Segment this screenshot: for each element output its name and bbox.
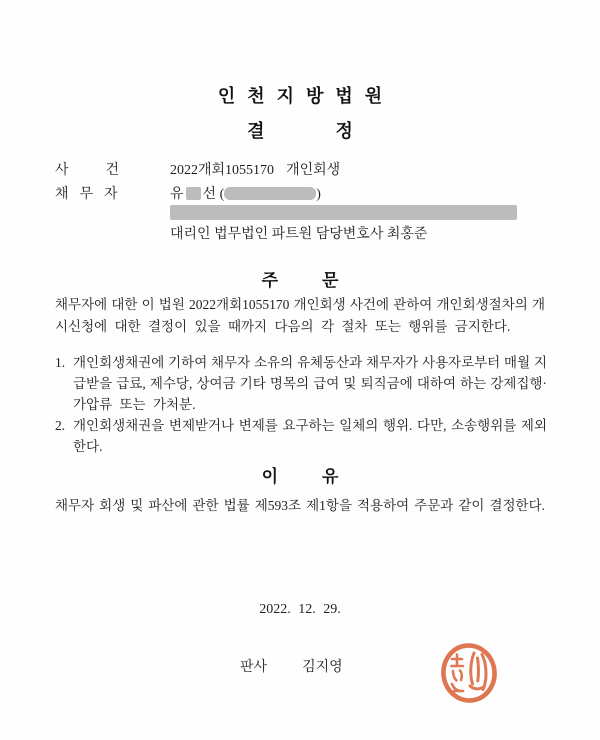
judge-seal-stamp xyxy=(439,640,501,708)
case-type: 개인회생 xyxy=(286,163,341,178)
order-item-1 xyxy=(55,352,547,415)
order-item-line: 개인회생채권에 기하여 채무자 소유의 유체동산과 채무자가 사용자로부터 매월 지 xyxy=(73,355,547,370)
order-item-line: 가압류 또는 가처분. xyxy=(73,397,196,412)
seal-icon xyxy=(439,640,501,708)
order-body-line: 시신청에 대한 결정이 있을 때까지 다음의 각 절차 또는 행위를 금지한다. xyxy=(55,319,511,334)
reason-section-heading: 이유 xyxy=(261,467,383,486)
judge-name: 김지영 xyxy=(302,660,343,675)
case-number: 2022개회1055170 xyxy=(170,163,275,178)
reason-body-line: 채무자 회생 및 파산에 관한 법률 제593조 제1항을 적용하여 주문과 같이 결정한다. xyxy=(55,498,545,513)
list-item-marker: 2. xyxy=(55,418,66,433)
paren-open: ( xyxy=(219,187,225,202)
order-item-line: 개인회생채권을 변제받거나 변제를 요구하는 일체의 행위. 다만, 소송행위를 제외 xyxy=(73,418,547,433)
debtor-name-value xyxy=(170,183,321,203)
order-item-line: 급받을 급료, 제수당, 상여금 기타 명목의 급여 및 퇴직금에 대하여 하는 강제집행· xyxy=(73,376,547,391)
court-name-title: 인천지방법원 xyxy=(217,86,395,106)
order-section-heading: 주문 xyxy=(261,271,383,290)
debtor-name-suffix: 선 xyxy=(202,187,217,202)
list-item-marker: 1. xyxy=(55,355,66,370)
redaction-box-address xyxy=(170,205,517,220)
representative-line: 대리인 법무법인 파트원 담당변호사 최홍준 xyxy=(170,227,428,242)
judge-signature-line xyxy=(240,656,343,676)
paren-close: ) xyxy=(316,187,321,202)
judge-title: 판사 xyxy=(240,660,268,675)
debtor-label: 채무자 xyxy=(55,187,129,202)
order-item-line: 한다. xyxy=(73,439,103,454)
reason-body-paragraph xyxy=(55,495,545,517)
redaction-box-name xyxy=(186,187,201,200)
order-item-2 xyxy=(55,415,547,457)
redaction-box-id-number xyxy=(224,187,316,200)
decision-date: 2022. 12. 29. xyxy=(259,602,341,617)
case-label: 사건 xyxy=(55,163,157,178)
document-type-title: 결정 xyxy=(247,121,424,141)
case-number-value xyxy=(170,159,340,179)
order-items-list xyxy=(55,352,547,457)
order-body-paragraph xyxy=(55,294,545,338)
order-body-line: 채무자에 대한 이 법원 2022개회1055170 개인회생 사건에 관하여 개인회생절차의 개 xyxy=(55,297,545,312)
debtor-name-prefix: 유 xyxy=(170,187,184,202)
